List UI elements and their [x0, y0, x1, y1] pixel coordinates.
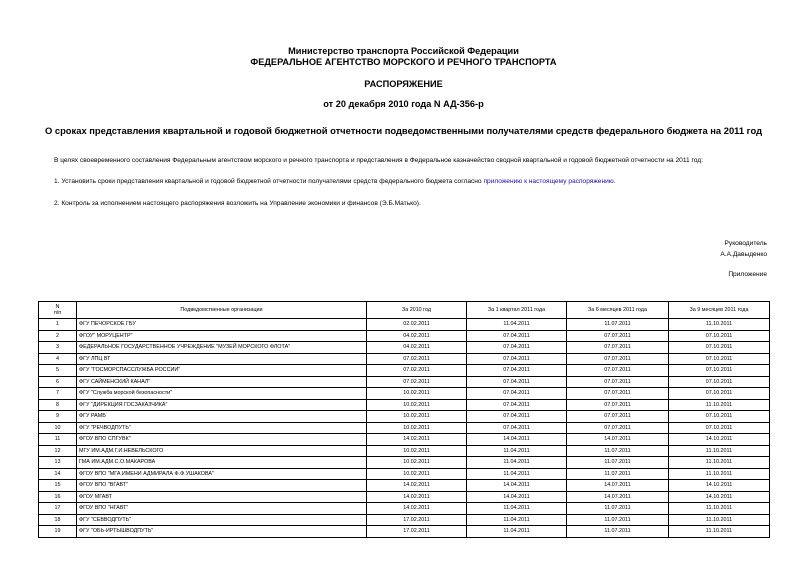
- cell-2010: 10.02.2011: [367, 468, 467, 480]
- cell-num: 10: [39, 422, 77, 434]
- header-9m: За 9 месяцев 2011 года: [669, 302, 770, 319]
- table-row: [39, 480, 770, 492]
- cell-q1: 07.04.2011: [467, 388, 567, 400]
- cell-2010: 10.02.2011: [367, 399, 467, 411]
- table-row: [39, 526, 770, 538]
- cell-9m: 11.10.2011: [669, 399, 770, 411]
- table-row: [39, 434, 770, 446]
- cell-org: ФГУ "ОБЬ-ИРТЫШВОДПУТЬ": [77, 526, 367, 538]
- cell-2010: 14.02.2011: [367, 434, 467, 446]
- cell-9m: 07.10.2011: [669, 422, 770, 434]
- cell-9m: 11.10.2011: [669, 457, 770, 469]
- cell-q1: 07.04.2011: [467, 330, 567, 342]
- cell-num: 7: [39, 388, 77, 400]
- cell-num: 6: [39, 376, 77, 388]
- cell-9m: 11.10.2011: [669, 526, 770, 538]
- cell-9m: 11.10.2011: [669, 319, 770, 331]
- cell-q1: 14.04.2011: [467, 491, 567, 503]
- table-row: [39, 457, 770, 469]
- cell-num: 16: [39, 491, 77, 503]
- cell-2010: 10.02.2011: [367, 422, 467, 434]
- cell-2010: 04.02.2011: [367, 342, 467, 354]
- signature-role: Руководитель: [724, 240, 767, 247]
- cell-6m: 11.07.2011: [567, 514, 669, 526]
- cell-org: ФГУ "СЕВВОДПУТЬ": [77, 514, 367, 526]
- cell-org: ФГУ "Служба морской безопасности": [77, 388, 367, 400]
- cell-q1: 14.04.2011: [467, 434, 567, 446]
- cell-2010: 14.02.2011: [367, 491, 467, 503]
- paragraph-1: [54, 178, 616, 185]
- table-row: [39, 411, 770, 423]
- cell-6m: 14.07.2011: [567, 434, 669, 446]
- cell-q1: 11.04.2011: [467, 503, 567, 515]
- cell-org: ФГУ РАМБ: [77, 411, 367, 423]
- table-row: [39, 491, 770, 503]
- cell-6m: 11.07.2011: [567, 457, 669, 469]
- cell-6m: 07.07.2011: [567, 330, 669, 342]
- cell-num: 9: [39, 411, 77, 423]
- cell-org: ФГУ ПЕЧОРСКОЕ ГБУ: [77, 319, 367, 331]
- table-row: [39, 365, 770, 377]
- cell-q1: 11.04.2011: [467, 319, 567, 331]
- table-row: [39, 468, 770, 480]
- header-num: N п/п: [39, 302, 77, 319]
- agency-title: ФЕДЕРАЛЬНОЕ АГЕНТСТВО МОРСКОГО И РЕЧНОГО ТРАНСПОРТА: [250, 57, 557, 67]
- table-row: [39, 399, 770, 411]
- cell-num: 4: [39, 353, 77, 365]
- cell-2010: 17.02.2011: [367, 514, 467, 526]
- cell-num: 14: [39, 468, 77, 480]
- cell-2010: 10.02.2011: [367, 388, 467, 400]
- cell-num: 12: [39, 445, 77, 457]
- table-row: [39, 376, 770, 388]
- paragraph-1-text: 1. Установить сроки представления квартальной и годовой бюджетной отчетности получателями средств федерального бюджета согласно: [54, 178, 482, 185]
- cell-org: ФГУ ЛПЦ ВТ: [77, 353, 367, 365]
- cell-q1: 14.04.2011: [467, 480, 567, 492]
- cell-org: ФГУ "ДИРЕКЦИЯ ГОСЗАКАЗЧИКА": [77, 399, 367, 411]
- cell-num: 18: [39, 514, 77, 526]
- appendix-link[interactable]: приложению к настоящему распоряжению: [483, 178, 614, 185]
- cell-num: 2: [39, 330, 77, 342]
- cell-num: 13: [39, 457, 77, 469]
- cell-2010: 10.02.2011: [367, 445, 467, 457]
- cell-9m: 07.10.2011: [669, 330, 770, 342]
- table-row: [39, 319, 770, 331]
- cell-q1: 07.04.2011: [467, 411, 567, 423]
- table-header-row: [39, 302, 770, 319]
- cell-2010: 07.02.2011: [367, 376, 467, 388]
- cell-q1: 11.04.2011: [467, 514, 567, 526]
- cell-9m: 07.10.2011: [669, 365, 770, 377]
- cell-q1: 07.04.2011: [467, 422, 567, 434]
- cell-6m: 07.07.2011: [567, 422, 669, 434]
- cell-9m: 07.10.2011: [669, 342, 770, 354]
- cell-2010: 07.02.2011: [367, 365, 467, 377]
- cell-6m: 11.07.2011: [567, 445, 669, 457]
- table-row: [39, 330, 770, 342]
- cell-q1: 07.04.2011: [467, 376, 567, 388]
- table-row: [39, 342, 770, 354]
- cell-6m: 11.07.2011: [567, 526, 669, 538]
- cell-org: ФГОУ ВПО СПГУВК": [77, 434, 367, 446]
- cell-num: 15: [39, 480, 77, 492]
- cell-9m: 11.10.2011: [669, 445, 770, 457]
- cell-2010: 14.02.2011: [367, 480, 467, 492]
- table-row: [39, 514, 770, 526]
- cell-2010: 02.02.2011: [367, 319, 467, 331]
- table-row: [39, 503, 770, 515]
- signature-name: А.А.Давыденко: [720, 251, 767, 258]
- cell-num: 19: [39, 526, 77, 538]
- cell-num: 1: [39, 319, 77, 331]
- cell-2010: 17.02.2011: [367, 526, 467, 538]
- appendix-label: Приложение: [728, 271, 767, 278]
- header-org: Подведомственные организации: [77, 302, 367, 319]
- cell-q1: 07.04.2011: [467, 353, 567, 365]
- cell-6m: 11.07.2011: [567, 319, 669, 331]
- cell-org: ФГОУ ВПО "НГАВТ": [77, 503, 367, 515]
- cell-6m: 11.07.2011: [567, 503, 669, 515]
- cell-org: ФЕДЕРАЛЬНОЕ ГОСУДАРСТВЕННОЕ УЧРЕЖДЕНИЕ "МУЗЕЙ МОРСКОГО ФЛОТА": [77, 342, 367, 354]
- cell-num: 11: [39, 434, 77, 446]
- table-row: [39, 388, 770, 400]
- cell-q1: 11.04.2011: [467, 457, 567, 469]
- cell-9m: 14.10.2011: [669, 480, 770, 492]
- cell-6m: 07.07.2011: [567, 342, 669, 354]
- cell-org: ФГОУ" МОРУЦЕНТР": [77, 330, 367, 342]
- cell-9m: 07.10.2011: [669, 411, 770, 423]
- cell-6m: 11.07.2011: [567, 468, 669, 480]
- header-q1: За 1 квартал 2011 года: [467, 302, 567, 319]
- cell-q1: 11.04.2011: [467, 445, 567, 457]
- cell-num: 5: [39, 365, 77, 377]
- cell-num: 8: [39, 399, 77, 411]
- cell-6m: 07.07.2011: [567, 388, 669, 400]
- cell-2010: 04.02.2011: [367, 330, 467, 342]
- cell-q1: 07.04.2011: [467, 399, 567, 411]
- paragraph-2: 2. Контроль за исполнением настоящего распоряжения возложить на Управление экономики и финансов (Э.Б.Матько).: [54, 200, 421, 207]
- cell-org: ФГОУ ВПО "ВГАВТ": [77, 480, 367, 492]
- cell-q1: 07.04.2011: [467, 342, 567, 354]
- table-row: [39, 445, 770, 457]
- cell-6m: 07.07.2011: [567, 365, 669, 377]
- cell-9m: 14.10.2011: [669, 491, 770, 503]
- cell-2010: 10.02.2011: [367, 411, 467, 423]
- cell-9m: 11.10.2011: [669, 514, 770, 526]
- cell-6m: 07.07.2011: [567, 376, 669, 388]
- cell-2010: 14.02.2011: [367, 503, 467, 515]
- cell-org: ФГУ "ГОСМОРСПАССЛУЖБА РОССИИ": [77, 365, 367, 377]
- intro-paragraph: В целях своевременного составления Федеральным агентством морского и речного транспорта и представления в Федеральное казначейство сводной квартальной и годовой бюджетной отчетности на 2011 год:: [54, 157, 703, 164]
- paragraph-1-end: .: [613, 178, 616, 185]
- table-row: [39, 353, 770, 365]
- cell-q1: 11.04.2011: [467, 526, 567, 538]
- table-row: [39, 422, 770, 434]
- cell-9m: 14.10.2011: [669, 434, 770, 446]
- cell-6m: 14.07.2011: [567, 491, 669, 503]
- cell-6m: 07.07.2011: [567, 411, 669, 423]
- doc-type: РАСПОРЯЖЕНИЕ: [364, 79, 443, 89]
- cell-9m: 11.10.2011: [669, 468, 770, 480]
- cell-9m: 07.10.2011: [669, 376, 770, 388]
- cell-6m: 14.07.2011: [567, 480, 669, 492]
- cell-org: ГМА ИМ.АДМ.С.О.МАКАРОВА: [77, 457, 367, 469]
- cell-num: 17: [39, 503, 77, 515]
- header-2010: За 2010 год: [367, 302, 467, 319]
- deadlines-table: [38, 301, 770, 538]
- cell-2010: 07.02.2011: [367, 353, 467, 365]
- cell-9m: 07.10.2011: [669, 353, 770, 365]
- cell-org: МГУ ИМ.АДМ.Г.И.НЕВЕЛЬСКОГО: [77, 445, 367, 457]
- cell-q1: 07.04.2011: [467, 365, 567, 377]
- cell-num: 3: [39, 342, 77, 354]
- document-title: О сроках представления квартальной и годовой бюджетной отчетности подведомственными получателями средств федерального бюджета на 2011 год: [44, 125, 763, 136]
- header-6m: За 6 месяцев 2011 года: [567, 302, 669, 319]
- cell-org: ФГУ "РЕЧВОДПУТЬ": [77, 422, 367, 434]
- ministry-title: Министерство транспорта Российской Федерации: [288, 46, 519, 56]
- cell-9m: 11.10.2011: [669, 503, 770, 515]
- cell-6m: 07.07.2011: [567, 353, 669, 365]
- cell-2010: 10.02.2011: [367, 457, 467, 469]
- doc-date: от 20 декабря 2010 года N АД-356-р: [323, 99, 484, 109]
- cell-org: ФГУ САЙМЕНСКИЙ КАНАЛ": [77, 376, 367, 388]
- cell-6m: 07.07.2011: [567, 399, 669, 411]
- cell-9m: 07.10.2011: [669, 388, 770, 400]
- cell-q1: 11.04.2011: [467, 468, 567, 480]
- cell-org: ФГОУ МГАВТ: [77, 491, 367, 503]
- cell-org: ФГОУ ВПО "МГА ИМЕНИ АДМИРАЛА Ф.Ф.УШАКОВА": [77, 468, 367, 480]
